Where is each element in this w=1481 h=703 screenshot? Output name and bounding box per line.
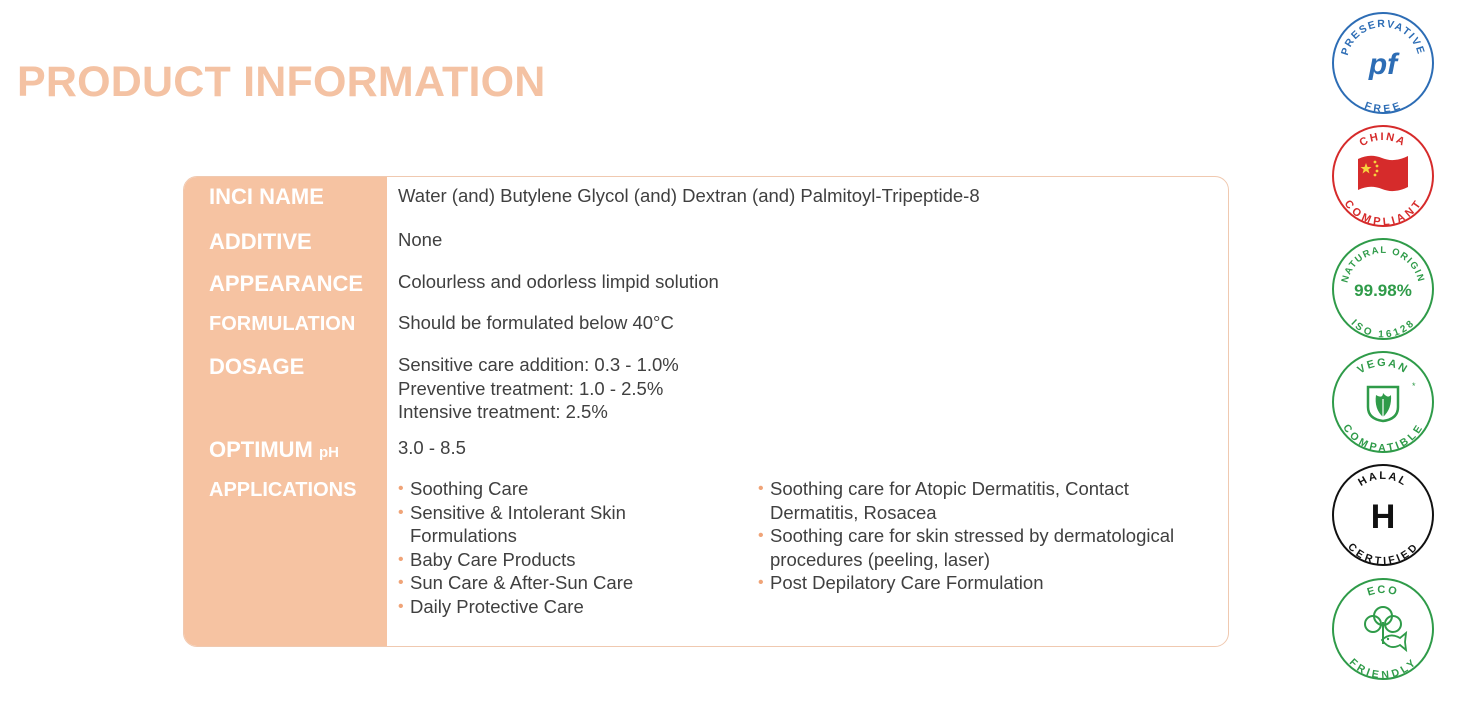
tree-fish-icon [1330,576,1436,682]
page-title: PRODUCT INFORMATION [17,58,546,106]
svg-text:VEGAN: VEGAN [1355,356,1411,377]
bullet: • [398,597,404,615]
list-item: • Post Depilatory Care Formulation [758,572,1044,593]
label-formulation: FORMULATION [209,313,356,335]
natural-origin-badge [1330,236,1436,342]
bullet: • [398,550,404,568]
svg-text:HALAL: HALAL [1356,469,1410,489]
value-dosage [398,353,679,424]
svg-text:ECO: ECO [1365,583,1400,599]
svg-text:H: H [1370,498,1396,536]
value-appearance: Colourless and odorless limpid solution [398,271,719,292]
list-item-continuation: Dermatitis, Rosacea [770,501,937,523]
bullet: • [398,574,404,591]
dosage-line: Preventive treatment: 1.0 - 2.5% [398,377,664,399]
value-inci-name: Water (and) Butylene Glycol (and) Dextran (and) Palmitoyl-Tripeptide-8 [398,185,980,206]
svg-text:PRESERVATIVE: PRESERVATIVE [1338,17,1428,57]
product-info-table [183,176,1229,647]
preservative-free-badge [1330,10,1436,116]
china-compliant-badge [1330,123,1436,229]
label-applications: APPLICATIONS [209,479,357,501]
china-flag-icon [1330,123,1436,229]
bullet: • [398,480,404,497]
bullet: • [758,527,764,544]
svg-text:COMPATIBLE: COMPATIBLE [1340,422,1426,455]
applications-left-list [398,477,633,618]
label-additive: ADDITIVE [209,229,312,254]
svg-text:*: * [1412,381,1416,391]
value-additive: None [398,229,443,250]
svg-text:ISO 16128: ISO 16128 [1348,317,1418,341]
svg-text:CHINA: CHINA [1357,130,1409,150]
svg-text:CERTIFIED: CERTIFIED [1345,540,1421,568]
svg-text:FREE: FREE [1362,99,1404,116]
label-inci-name: INCI NAME [209,184,324,209]
list-item: • Baby Care Products [398,548,576,570]
bullet: • [758,480,764,497]
label-optimum-ph [209,437,339,463]
svg-text:FRIENDLY: FRIENDLY [1346,656,1420,682]
eco-friendly-badge [1330,576,1436,682]
list-item: • Sun Care & After-Sun Care [398,572,634,593]
value-formulation: Should be formulated below 40°C [398,312,674,333]
leaf-icon [1330,349,1436,455]
dosage-line: Sensitive care addition: 0.3 - 1.0% [398,354,679,375]
list-item: • Soothing care for Atopic Dermatitis, Contact [758,478,1129,499]
list-item-continuation: Formulations [410,525,517,546]
bullet: • [398,503,404,521]
svg-text:99.98%: 99.98% [1354,281,1412,300]
list-item: • Soothing Care [398,478,529,499]
value-optimum-ph: 3.0 - 8.5 [398,437,466,458]
svg-text:NATURAL ORIGIN: NATURAL ORIGIN [1339,244,1427,284]
applications-right-list [758,477,1174,595]
label-optimum: OPTIMUM [209,437,313,462]
pf-logo-icon [1330,10,1436,116]
natural-origin-icon [1330,236,1436,342]
label-ph-suffix: pH [319,444,340,461]
list-item: • Daily Protective Care [398,595,584,617]
bullet: • [758,574,764,591]
list-item: • Sensitive & Intolerant Skin [398,501,626,523]
list-item: • Soothing care for skin stressed by dermatological [758,525,1175,546]
dosage-line: Intensive treatment: 2.5% [398,401,608,422]
label-appearance: APPEARANCE [209,271,364,296]
halal-certified-badge [1330,462,1436,568]
vegan-compatible-badge [1330,349,1436,455]
label-dosage: DOSAGE [209,354,305,379]
svg-text:pf: pf [1368,48,1398,81]
certification-badges [1330,10,1440,700]
list-item-continuation: procedures (peeling, laser) [770,548,991,570]
halal-h-icon [1330,462,1436,568]
svg-text:COMPLIANT: COMPLIANT [1341,197,1425,229]
